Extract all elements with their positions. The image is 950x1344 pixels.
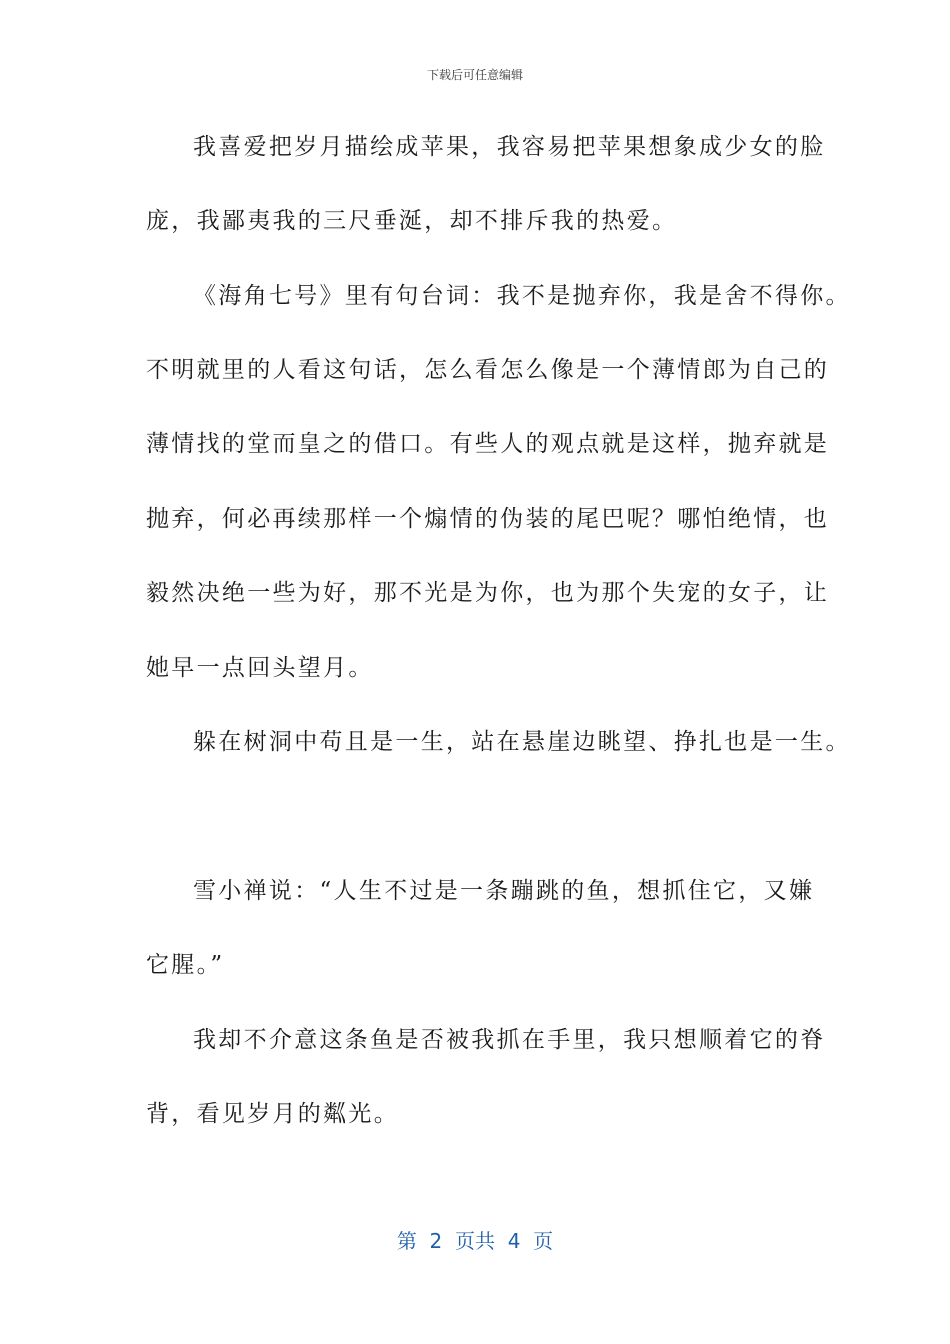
text-line: 我却不介意这条鱼是否被我抓在手里，我只想顺着它的脊 bbox=[193, 1027, 826, 1053]
text-line: 雪小禅说：“人生不过是一条蹦跳的鱼，想抓住它，又嫌 bbox=[193, 878, 815, 904]
text-line: 庞，我鄙夷我的三尺垂涎，却不排斥我的热爱。 bbox=[146, 208, 678, 234]
text-line: 不明就里的人看这句话，怎么看怎么像是一个薄情郎为自己的 bbox=[146, 357, 830, 383]
text-line: 她早一点回头望月。 bbox=[146, 655, 374, 681]
text-line: 躲在树洞中苟且是一生，站在悬崖边眺望、挣扎也是一生。 bbox=[193, 729, 851, 755]
page-indicator: 第 2 页共 4 页 bbox=[396, 1229, 554, 1253]
text-line: 我喜爱把岁月描绘成苹果，我容易把苹果想象成少女的脸 bbox=[193, 134, 826, 160]
text-line: 抛弃，何必再续那样一个煽情的伪装的尾巴呢？哪怕绝情，也 bbox=[146, 506, 830, 532]
text-line: 毅然决绝一些为好，那不光是为你，也为那个失宠的女子，让 bbox=[146, 580, 830, 606]
text-line: 《海角七号》里有句台词：我不是抛弃你，我是舍不得你。 bbox=[193, 283, 851, 309]
text-line: 背，看见岁月的粼光。 bbox=[146, 1101, 399, 1127]
text-line: 薄情找的堂而皇之的借口。有些人的观点就是这样，抛弃就是 bbox=[146, 431, 830, 457]
header-note: 下载后可任意编辑 bbox=[426, 68, 523, 82]
text-line: 它腥。” bbox=[146, 952, 225, 978]
